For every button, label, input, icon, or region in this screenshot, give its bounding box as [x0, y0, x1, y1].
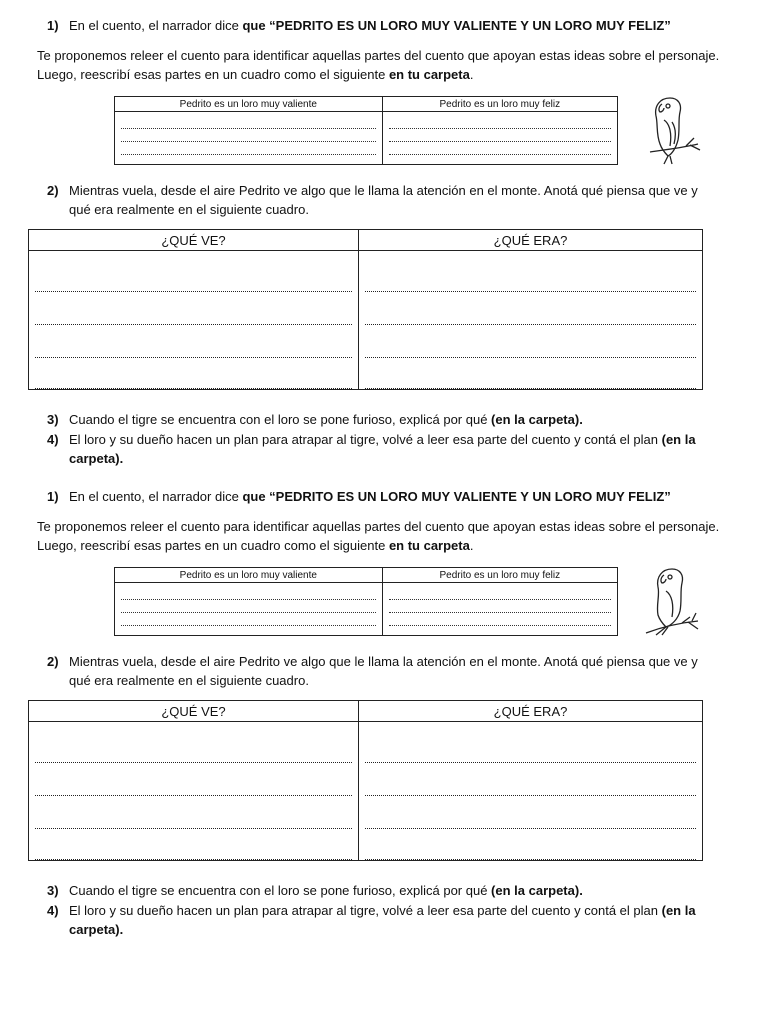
parrot-icon — [642, 94, 702, 166]
question-4-text: El loro y su dueño hacen un plan para atrapar al tigre, volvé a leer esa parte del cuento y contá el plan — [69, 903, 662, 918]
writing-line — [365, 730, 696, 763]
question-3-text: Cuando el tigre se encuentra con el loro se pone furioso, explicá por qué — [69, 883, 492, 898]
writing-line — [389, 142, 611, 155]
intro-bold: en tu carpeta — [388, 67, 470, 82]
writing-line — [121, 587, 376, 600]
writing-line — [389, 613, 611, 626]
question-4 — [69, 430, 709, 468]
intro-text: Te proponemos releer el cuento para identificar aquellas partes del cuento que apoyan estas ideas sobre el personaje. Luego, reescribí esas partes en un cuadro como el siguiente — [37, 48, 720, 82]
writing-line — [35, 259, 352, 292]
traits-header-feliz: Pedrito es un loro muy feliz — [382, 97, 617, 112]
question-3-bold: (en la carpeta). — [491, 412, 583, 427]
question-1-text: En el cuento, el narrador dice — [69, 18, 243, 33]
question-3-bold: (en la carpeta). — [491, 883, 583, 898]
observation-cell-que-era[interactable] — [359, 722, 703, 861]
writing-line — [365, 829, 696, 860]
observation-cell-que-era[interactable] — [359, 251, 703, 390]
question-1-text: En el cuento, el narrador dice — [69, 489, 243, 504]
question-2-number: 2) — [47, 654, 59, 669]
traits-table — [114, 96, 618, 165]
traits-cell-valiente[interactable] — [115, 583, 383, 636]
writing-line — [35, 829, 352, 860]
writing-line — [121, 600, 376, 613]
writing-line — [365, 763, 696, 796]
traits-cell-feliz[interactable] — [382, 583, 617, 636]
question-3 — [69, 410, 749, 429]
observation-cell-que-ve[interactable] — [29, 722, 359, 861]
writing-line — [389, 600, 611, 613]
question-2-text: Mientras vuela, desde el aire Pedrito ve algo que le llama la atención en el monte. Anotá qué piensa que ve y qué era realmente en el siguiente cuadro. — [69, 654, 698, 688]
writing-line — [121, 116, 376, 129]
question-4-number: 4) — [47, 903, 59, 918]
question-3-number: 3) — [47, 412, 59, 427]
question-4-number: 4) — [47, 432, 59, 447]
traits-cell-valiente[interactable] — [115, 112, 383, 165]
writing-line — [389, 129, 611, 142]
observation-header-que-era: ¿QUÉ ERA? — [359, 701, 703, 722]
question-4 — [69, 901, 709, 939]
traits-cell-feliz[interactable] — [382, 112, 617, 165]
question-3-text: Cuando el tigre se encuentra con el loro se pone furioso, explicá por qué — [69, 412, 492, 427]
observation-table — [28, 229, 703, 390]
writing-line — [121, 613, 376, 626]
writing-line — [35, 325, 352, 358]
writing-line — [389, 116, 611, 129]
question-4-bold: (en la carpeta). — [69, 903, 696, 937]
writing-line — [121, 129, 376, 142]
writing-line — [365, 796, 696, 829]
writing-line — [35, 358, 352, 389]
writing-line — [35, 796, 352, 829]
question-3-number: 3) — [47, 883, 59, 898]
intro-text: Te proponemos releer el cuento para identificar aquellas partes del cuento que apoyan estas ideas sobre el personaje. Luego, reescribí esas partes en un cuadro como el siguiente — [37, 519, 720, 553]
writing-line — [35, 730, 352, 763]
writing-line — [365, 292, 696, 325]
traits-table — [114, 567, 618, 636]
question-1-number: 1) — [47, 18, 59, 33]
question-1-quote: que “PEDRITO ES UN LORO MUY VALIENTE Y UN LORO MUY FELIZ” — [242, 18, 671, 33]
writing-line — [365, 358, 696, 389]
writing-line — [121, 142, 376, 155]
worksheet-copy-1 — [0, 0, 768, 470]
question-1-quote: que “PEDRITO ES UN LORO MUY VALIENTE Y UN LORO MUY FELIZ” — [242, 489, 671, 504]
writing-line — [365, 259, 696, 292]
question-1-number: 1) — [47, 489, 59, 504]
writing-line — [389, 587, 611, 600]
question-2-number: 2) — [47, 183, 59, 198]
intro-end: . — [469, 67, 474, 82]
observation-header-que-era: ¿QUÉ ERA? — [359, 230, 703, 251]
worksheet-copy-2 — [0, 471, 768, 941]
traits-header-valiente: Pedrito es un loro muy valiente — [115, 568, 383, 583]
traits-header-valiente: Pedrito es un loro muy valiente — [115, 97, 383, 112]
intro-paragraph — [37, 517, 727, 555]
observation-header-que-ve: ¿QUÉ VE? — [29, 230, 359, 251]
observation-cell-que-ve[interactable] — [29, 251, 359, 390]
question-3 — [69, 881, 749, 900]
intro-bold: en tu carpeta — [388, 538, 470, 553]
question-1 — [69, 487, 749, 506]
observation-header-que-ve: ¿QUÉ VE? — [29, 701, 359, 722]
writing-line — [365, 325, 696, 358]
question-4-bold: (en la carpeta). — [69, 432, 696, 466]
intro-end: . — [469, 538, 474, 553]
writing-line — [35, 292, 352, 325]
intro-paragraph — [37, 46, 727, 84]
question-1 — [69, 16, 749, 35]
question-4-text: El loro y su dueño hacen un plan para atrapar al tigre, volvé a leer esa parte del cuento y contá el plan — [69, 432, 662, 447]
traits-header-feliz: Pedrito es un loro muy feliz — [382, 568, 617, 583]
observation-table — [28, 700, 703, 861]
parrot-icon — [642, 565, 702, 637]
writing-line — [35, 763, 352, 796]
question-2-text: Mientras vuela, desde el aire Pedrito ve algo que le llama la atención en el monte. Anotá qué piensa que ve y qué era realmente en el siguiente cuadro. — [69, 183, 698, 217]
